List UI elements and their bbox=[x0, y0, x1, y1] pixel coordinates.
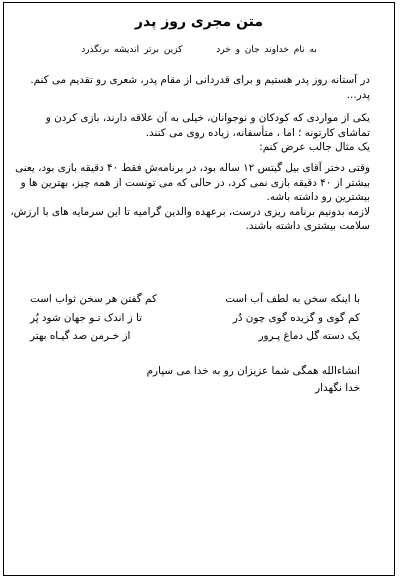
text-line: پدر... bbox=[346, 88, 370, 101]
invocation-left-hemistich: کزین برتر اندیشه برنگذرد bbox=[81, 45, 183, 55]
poem-left-hemistich: تا ز اندک تـو جهان شود پُر bbox=[30, 311, 143, 324]
poem-verse bbox=[30, 290, 360, 309]
text-line: یکی از مواردی که کودکان و نوجوانان، خیلی به آن علاقه دارند، بازی کردن و bbox=[45, 112, 370, 124]
text-line: بیشترین رو داشته باشه. bbox=[266, 191, 370, 203]
closing-line: انشاءالله همگی شما عزیزان رو به خدا می سپارم bbox=[146, 365, 360, 377]
document-page bbox=[3, 2, 395, 576]
text-line: در آستانه روز پدر هستیم و برای قدردانی از مقام پدر، شعری رو تقدیم می کنم. bbox=[30, 74, 370, 86]
poem-right-hemistich: یک دسته گل دماغ پـرور bbox=[258, 330, 360, 342]
intro-paragraph bbox=[30, 73, 370, 102]
text-line: یک مثال جالب عرض کنم: bbox=[259, 141, 370, 153]
document-title: متن مجری روز پدر bbox=[134, 14, 264, 30]
poem-verse bbox=[30, 327, 360, 346]
text-line: وقتی دختر آقای بیل گیتس ۱۲ ساله بود، در برنامه‌ش فقط ۴۰ دقیقه بازی بود، یعنی bbox=[15, 162, 370, 174]
poem-verse bbox=[30, 309, 360, 328]
text-line: سلامت بیشتری داشته باشند. bbox=[245, 220, 370, 232]
invocation-verse bbox=[4, 44, 394, 56]
invocation-right-hemistich: به نام خداوند جان و خرد bbox=[216, 45, 317, 55]
poem-left-hemistich: کم گفتن هر سخن ثواب است bbox=[30, 293, 157, 305]
poem-right-hemistich: کم گوی و گزیده گوی چون دُر bbox=[232, 311, 360, 324]
text-line: لازمه بدونیم برنامه ریزی درست، برعهده والدین گرامیه تا این سرمایه های با ارزش، bbox=[10, 205, 370, 218]
body-paragraph-2 bbox=[10, 161, 370, 234]
closing-line: خدا نگهدار bbox=[315, 382, 360, 394]
text-line: بیشتر از ۴۰ دقیقه بازی نمی کرد، در حالی که می تونست از همه چیز، بهترین ها و bbox=[20, 176, 370, 189]
poem bbox=[30, 290, 360, 346]
poem-left-hemistich: از خـرمن صد گیـاه بهتر bbox=[30, 330, 131, 342]
poem-right-hemistich: با اینکه سخن به لطف آب است bbox=[225, 293, 360, 305]
closing-remarks bbox=[30, 363, 360, 397]
text-line: تماشای کارتونه ؛ اما ، متأسفانه، زیاده روی می کنند. bbox=[145, 126, 370, 139]
body-paragraph-1 bbox=[30, 111, 370, 155]
